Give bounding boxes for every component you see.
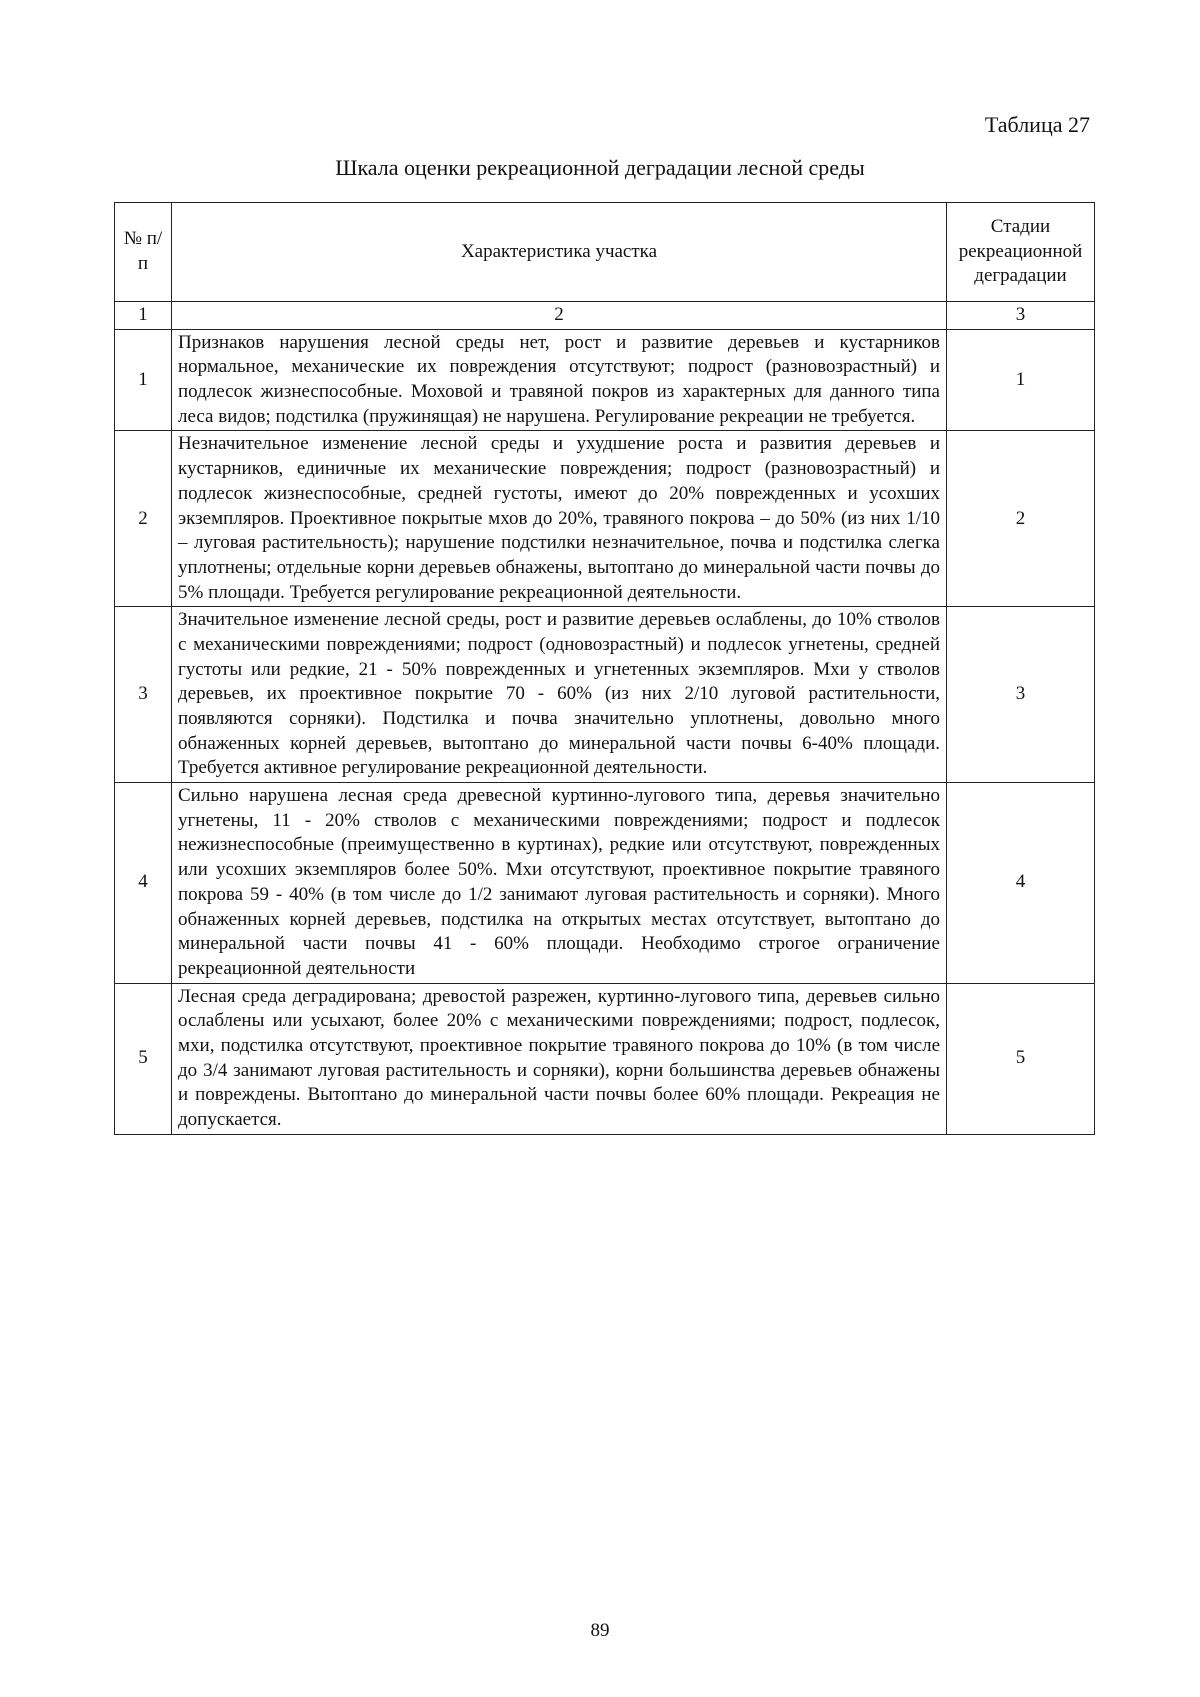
row-stage: 4	[947, 783, 1095, 984]
table-row	[115, 431, 1095, 607]
header-stage: Стадии рекреационной деградации	[947, 203, 1095, 302]
row-description: Незначительное изменение лесной среды и ухудшение роста и развития деревьев и кустарников, единичные их механические повреждения; подрост (разновозрастный) и подлесок жизнеспособные, средней густоты, имеют до 20% поврежденных и усохших экземпляров. Проективное покрытые мхов до 20%, травяного покрова – до 50% (из них 1/10 – луговая растительность); нарушение подстилки незначительное, почва и подстилка слегка уплотнены; отдельные корни деревьев обнажены, вытоптано до минеральной части почвы до 5% площади. Требуется регулирование рекреационной деятельности.	[172, 431, 947, 607]
degradation-scale-table	[114, 202, 1095, 1135]
row-description: Сильно нарушена лесная среда древесной куртинно-лугового типа, деревья значительно угнетены, 11 - 20% стволов с механическими повреждениями; подрост и подлесок нежизнеспособные (преимущественно в куртинах), редкие или отсутствуют, поврежденных или усохших экземпляров более 50%. Мхи отсутствуют, проективное покрытие травяного покрова 59 - 40% (в том числе до 1/2 занимают луговая растительность и сорняки). Много обнаженных корней деревьев, подстилка на открытых местах отсутствует, вытоптано до минеральной части почвы 41 - 60% площади. Необходимо строгое ограничение рекреационной деятельности	[172, 783, 947, 984]
table-label: Таблица 27	[984, 112, 1090, 137]
row-description: Признаков нарушения лесной среды нет, рост и развитие деревьев и кустарников нормальное, механические их повреждения отсутствуют; подрост (разновозрастный) и подлесок жизнеспособные. Моховой и травяной покров из характерных для данного типа леса видов; подстилка (пружинящая) не нарушена. Регулирование рекреации не требуется.	[172, 329, 947, 431]
row-number: 3	[115, 607, 172, 783]
header-num: № п/п	[115, 203, 172, 302]
page-number: 89	[590, 1620, 610, 1641]
table-row	[115, 607, 1095, 783]
row-number: 2	[115, 431, 172, 607]
row-stage: 3	[947, 607, 1095, 783]
row-number: 1	[115, 329, 172, 431]
row-stage: 2	[947, 431, 1095, 607]
row-number: 4	[115, 783, 172, 984]
row-number: 5	[115, 983, 172, 1134]
table-row	[115, 783, 1095, 984]
column-index-cell: 2	[172, 302, 947, 330]
row-stage: 1	[947, 329, 1095, 431]
row-description: Лесная среда деградирована; древостой разрежен, куртинно-лугового типа, деревьев сильно ослаблены или усыхают, более 20% с механическими повреждениями; подрост, подлесок, мхи, подстилка отсутствуют, проективное покрытие травяного покрова до 10% (в том числе до 3/4 занимают луговая растительность и сорняки), корни большинства деревьев обнажены и повреждены. Вытоптано до минеральной части почвы более 60% площади. Рекреация не допускается.	[172, 983, 947, 1134]
table-title: Шкала оценки рекреационной деградации лесной среды	[335, 155, 865, 180]
row-description: Значительное изменение лесной среды, рост и развитие деревьев ослаблены, до 10% стволов с механическими повреждениями; подрост (одновозрастный) и подлесок угнетены, средней густоты или редкие, 21 - 50% поврежденных и угнетенных экземпляров. Мхи у стволов деревьев, их проективное покрытие 70 - 60% (из них 2/10 луговой растительности, появляются сорняки). Подстилка и почва значительно уплотнены, довольно много обнаженных корней деревьев, вытоптано до минеральной части почвы 6-40% площади. Требуется активное регулирование рекреационной деятельности.	[172, 607, 947, 783]
header-description: Характеристика участка	[172, 203, 947, 302]
column-index-cell: 1	[115, 302, 172, 330]
table-row	[115, 983, 1095, 1134]
column-index-cell: 3	[947, 302, 1095, 330]
table-row	[115, 329, 1095, 431]
table-header-row	[115, 203, 1095, 302]
row-stage: 5	[947, 983, 1095, 1134]
column-index-row	[115, 302, 1095, 330]
